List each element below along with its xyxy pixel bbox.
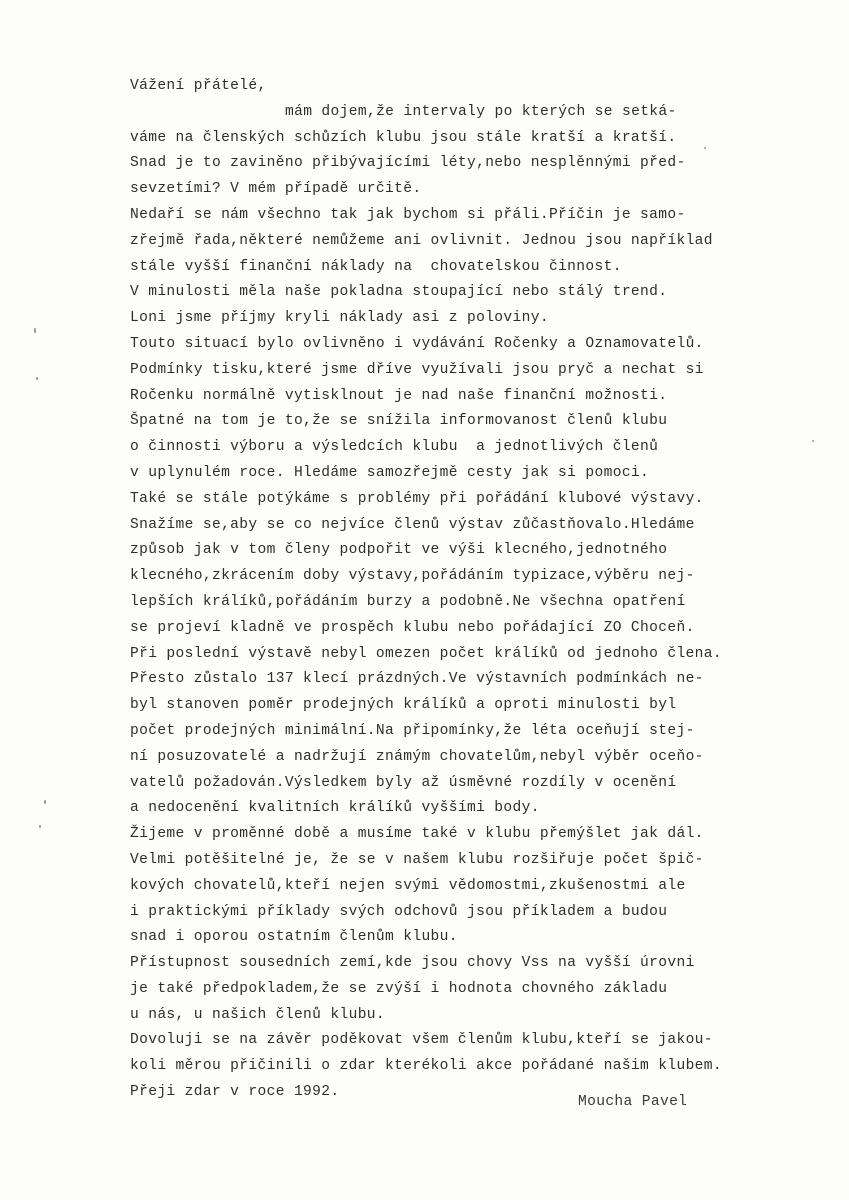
letter-line: Špatné na tom je to,že se snížila informovanost členů klubu: [130, 413, 668, 430]
letter-line: sevzetími? V mém případě určitě.: [130, 181, 422, 198]
letter-line: kových chovatelů,kteří nejen svými vědomostmi,zkušenostmi ale: [130, 877, 686, 894]
signature: Moucha Pavel: [578, 1094, 688, 1110]
letter-line: Snažíme se,aby se co nejvíce členů výstav zůčastňovalo.Hledáme: [130, 516, 695, 533]
scan-speck: [704, 147, 706, 149]
letter-line: způsob jak v tom členy podpořit ve výši klecného,jednotného: [130, 542, 668, 559]
letter-line: Velmi potěšitelné je, že se v našem klubu rozšiřuje počet špič-: [130, 851, 704, 868]
letter-line: zřejmě řada,některé nemůžeme ani ovlivnit. Jednou jsou například: [130, 232, 713, 249]
letter-line: počet prodejných minimální.Na připomínky,že léta oceňují stej-: [130, 722, 695, 739]
letter-line: i praktickými příklady svých odchovů jsou příkladem a budou: [130, 903, 668, 920]
letter-line: váme na členských schůzích klubu jsou stále kratší a kratší.: [130, 129, 677, 146]
scan-speck: [34, 328, 36, 333]
letter-line: Žijeme v proměnné době a musíme také v klubu přemýšlet jak dál.: [130, 826, 704, 843]
letter-line: a nedocenění kvalitních králíků vyššími body.: [130, 800, 540, 817]
letter-body: [130, 74, 790, 1106]
letter-line: V minulosti měla naše pokladna stoupající nebo stálý trend.: [130, 284, 668, 301]
letter-line: Snad je to zaviněno přibývajícími léty,nebo nesplěnnými před-: [130, 155, 686, 172]
scan-speck: [812, 440, 814, 442]
letter-line: vatelů požadován.Výsledkem byly až úsměvné rozdíly v ocenění: [130, 774, 677, 791]
letter-line: o činnosti výboru a výsledcích klubu a jednotlivých členů: [130, 439, 659, 456]
letter-line: Při poslední výstavě nebyl omezen počet králíků od jednoho člena.: [130, 645, 722, 662]
letter-line: v uplynulém roce. Hledáme samozřejmě cesty jak si pomoci.: [130, 464, 650, 481]
letter-line: ní posuzovatelé a nadržují známým chovatelům,nebyl výběr oceňo-: [130, 748, 704, 765]
scan-speck: [36, 377, 38, 380]
letter-line: Ročenku normálně vytisklnout je nad naše finanční možnosti.: [130, 387, 668, 404]
letter-line: klecného,zkrácením doby výstavy,pořádáním typizace,výběru nej-: [130, 568, 695, 585]
letter-line: se projeví kladně ve prospěch klubu nebo pořádající ZO Choceň.: [130, 619, 695, 636]
letter-line: koli měrou přičinili o zdar kterékoli akce pořádané našim klubem.: [130, 1058, 722, 1075]
letter-line: Také se stále potýkáme s problémy při pořádání klubové výstavy.: [130, 490, 704, 507]
letter-line: snad i oporou ostatním členům klubu.: [130, 929, 458, 946]
letter-line: u nás, u našich členů klubu.: [130, 1006, 386, 1023]
letter-line: lepších králíků,pořádáním burzy a podobně.Ne všechna opatření: [130, 593, 686, 610]
letter-line: Přístupnost sousedních zemí,kde jsou chovy Vss na vyšší úrovni: [130, 955, 695, 972]
letter-line: Přesto zůstalo 137 klecí prázdných.Ve výstavních podmínkách ne-: [130, 671, 704, 688]
letter-line: Loni jsme příjmy kryli náklady asi z poloviny.: [130, 310, 549, 327]
letter-line: Touto situací bylo ovlivněno i vydávání Ročenky a Oznamovatelů.: [130, 335, 704, 352]
letter-line: Dovoluji se na závěr poděkovat všem členům klubu,kteří se jakou-: [130, 1032, 713, 1049]
letter-line: byl stanoven poměr prodejných králíků a oproti minulosti byl: [130, 697, 677, 714]
scan-speck: [44, 800, 46, 804]
letter-line: mám dojem,že intervaly po kterých se setká-: [285, 103, 677, 120]
letter-line: Nedaří se nám všechno tak jak bychom si přáli.Příčin je samo-: [130, 206, 686, 223]
scan-speck: [39, 825, 41, 828]
letter-line: stále vyšší finanční náklady na chovatelskou činnost.: [130, 258, 622, 275]
letter-line: Přeji zdar v roce 1992.: [130, 1084, 340, 1101]
letter-line: Podmínky tisku,které jsme dříve využívali jsou pryč a nechat si: [130, 361, 704, 378]
letter-line: je také předpokladem,že se zvýší i hodnota chovného základu: [130, 980, 668, 997]
greeting: Vážení přátelé,: [130, 78, 267, 94]
